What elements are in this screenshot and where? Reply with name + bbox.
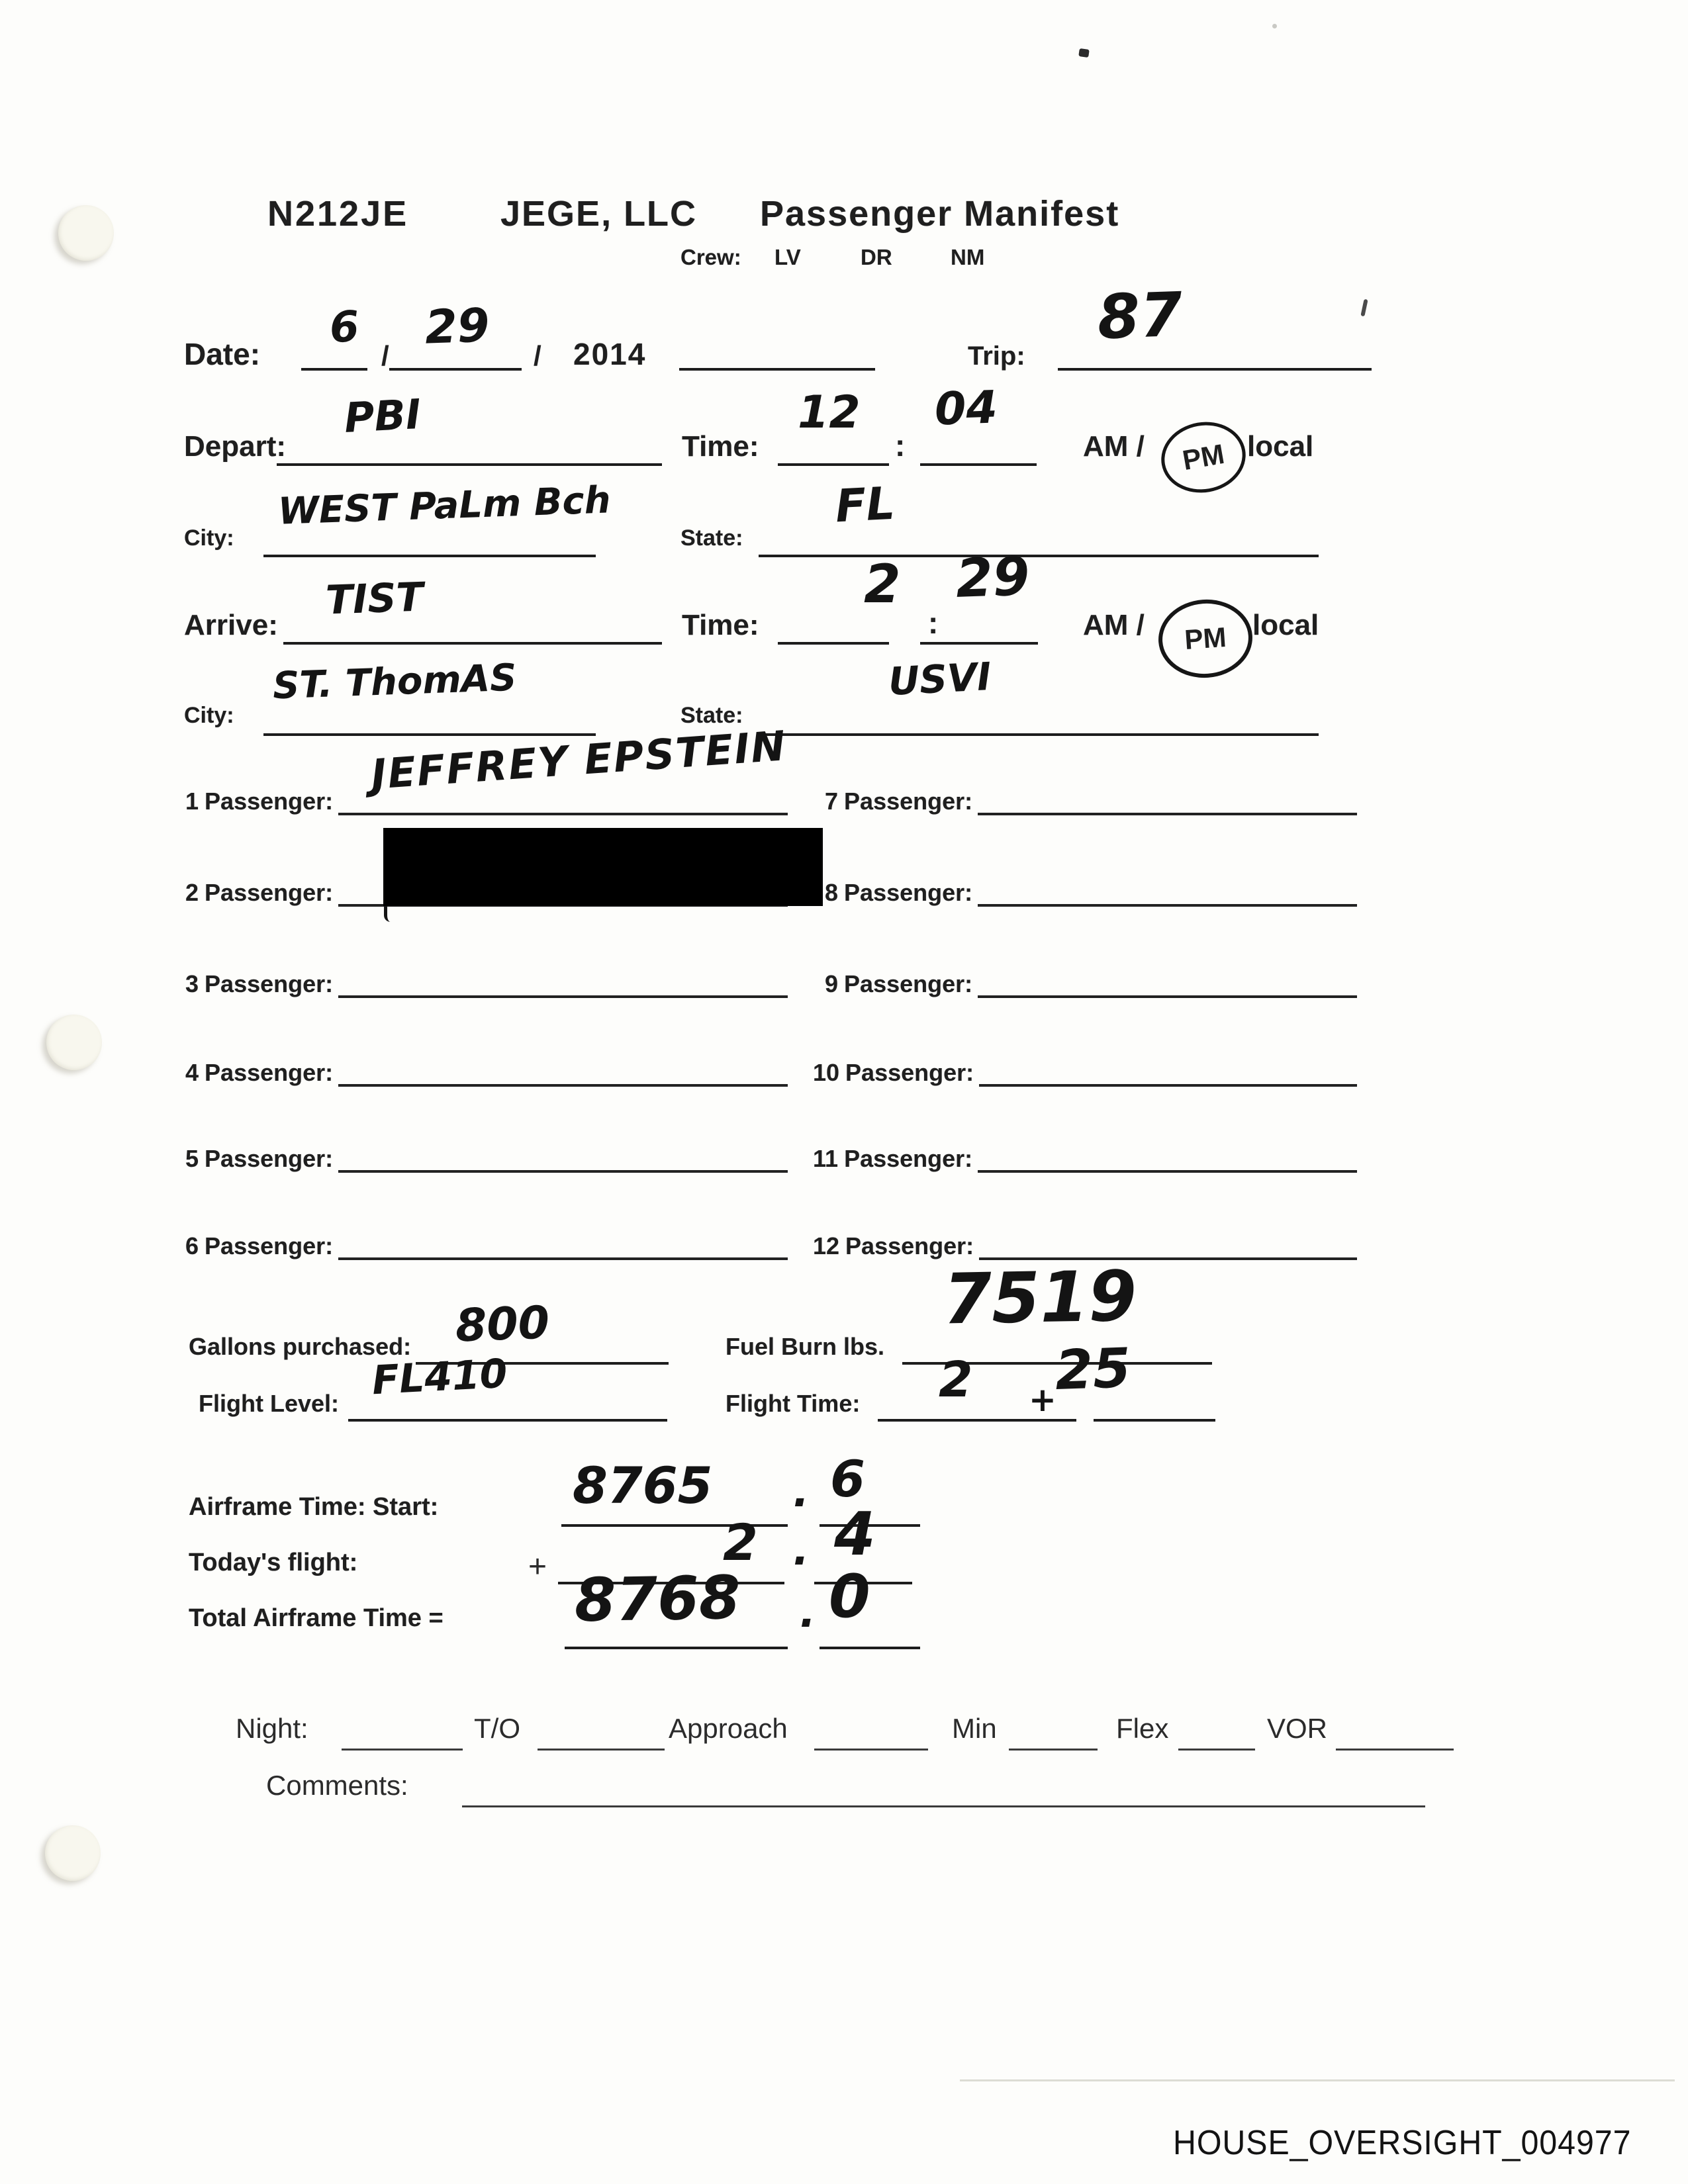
depart-underline	[277, 463, 662, 466]
depart-city-label: City:	[184, 525, 234, 551]
date-day-underline	[389, 368, 522, 371]
airframe-start-decimal: 6	[830, 1449, 865, 1508]
date-day-value: 29	[424, 298, 491, 355]
flight-time-underline	[878, 1419, 1076, 1422]
depart-hour-value: 12	[798, 387, 861, 439]
date-year: 2014	[573, 337, 647, 371]
passenger-line	[978, 995, 1357, 998]
depart-label: Depart:	[184, 430, 287, 463]
flight-level-label: Flight Level:	[199, 1390, 340, 1417]
takeoff-line	[538, 1749, 665, 1751]
date-slash-1: /	[381, 340, 389, 371]
airframe-start-dot: .	[793, 1468, 810, 1517]
passenger-number: 1	[185, 788, 199, 815]
depart-state-label: State:	[680, 525, 743, 551]
depart-local-label: local	[1247, 430, 1314, 463]
todays-flight-label: Today's flight:	[189, 1549, 358, 1576]
arrive-state-label: State:	[680, 703, 743, 728]
depart-pm-circled	[1156, 416, 1251, 500]
flight-time-plus: +	[1029, 1381, 1056, 1419]
passenger-row	[185, 1230, 788, 1260]
todays-flight-plus: +	[528, 1549, 547, 1584]
date-slash-2: /	[534, 340, 541, 371]
passenger-label: Passenger:	[844, 788, 973, 815]
passenger-label: Passenger:	[845, 1232, 974, 1259]
passenger-label: Passenger:	[205, 1145, 334, 1172]
arrive-time-colon: :	[928, 606, 939, 640]
flex-label: Flex	[1116, 1713, 1169, 1744]
vor-line	[1336, 1749, 1454, 1751]
arrive-am-label: AM /	[1083, 609, 1145, 641]
passenger-number: 9	[825, 970, 839, 997]
arrive-state-value: USVI	[887, 653, 993, 705]
vor-label: VOR	[1267, 1713, 1328, 1744]
arrive-city-value: ST. ThomAS	[271, 656, 518, 708]
approach-label: Approach	[669, 1713, 788, 1744]
passenger-number: 7	[825, 788, 839, 815]
depart-am-label: AM /	[1083, 430, 1145, 463]
trip-label: Trip:	[968, 341, 1025, 371]
airframe-start-label: Airframe Time: Start:	[189, 1493, 439, 1521]
gallons-purchased-label: Gallons purchased:	[189, 1333, 412, 1360]
passenger-line	[979, 1084, 1357, 1087]
arrive-city-underline	[263, 733, 596, 736]
passenger-line	[338, 1170, 788, 1173]
passenger-label: Passenger:	[205, 970, 334, 997]
trip-underline	[1058, 368, 1372, 371]
arrive-hour-underline	[778, 642, 889, 645]
passenger-label: Passenger:	[205, 1059, 334, 1086]
total-airframe-value: 8768	[574, 1563, 741, 1636]
depart-time-colon: :	[895, 428, 906, 463]
passenger-1-name-value: JEFFREY EPSTEIN	[369, 721, 788, 799]
todays-flight-value: 2	[723, 1513, 758, 1572]
night-label: Night:	[236, 1713, 308, 1744]
todays-flight-decimal: 4	[834, 1500, 876, 1569]
depart-state-value: FL	[833, 477, 896, 533]
passenger-label: Passenger:	[844, 879, 973, 906]
comments-line	[462, 1805, 1425, 1807]
approach-line	[814, 1749, 928, 1751]
passenger-row	[825, 968, 1357, 998]
passenger-line	[338, 813, 788, 815]
scan-line-artifact	[960, 2079, 1675, 2081]
depart-hour-underline	[778, 463, 889, 466]
passenger-number: 10	[813, 1059, 840, 1086]
total-airframe-label: Total Airframe Time =	[189, 1604, 444, 1632]
passenger-row	[825, 876, 1357, 907]
company-name: JEGE, LLC	[500, 194, 698, 234]
passenger-label: Passenger:	[845, 1059, 974, 1086]
takeoff-label: T/O	[474, 1713, 520, 1744]
passenger-row	[185, 1056, 788, 1087]
passenger-line	[338, 1084, 788, 1087]
fuel-burn-label: Fuel Burn lbs.	[726, 1333, 885, 1360]
depart-time-label: Time:	[682, 430, 759, 463]
passenger-line	[338, 1257, 788, 1260]
gallons-purchased-value: 800	[454, 1297, 551, 1353]
passenger-row	[813, 1142, 1357, 1173]
crew-initials-3: NM	[951, 245, 985, 269]
passenger-line	[978, 904, 1357, 907]
passenger-label: Passenger:	[205, 879, 334, 906]
depart-pm-label: PM	[1180, 437, 1227, 477]
page-title: Passenger Manifest	[760, 194, 1120, 234]
flight-time-minutes-underline	[1094, 1419, 1215, 1422]
aircraft-registration: N212JE	[267, 194, 409, 234]
fuel-burn-value: 7519	[942, 1255, 1138, 1340]
depart-state-underline	[759, 555, 1319, 557]
night-line	[342, 1749, 463, 1751]
passenger-number: 11	[813, 1145, 839, 1172]
passenger-number: 4	[185, 1059, 199, 1086]
passenger-number: 2	[185, 879, 199, 906]
depart-city-value: WEST PaLm Bch	[277, 478, 612, 533]
todays-flight-dot: .	[793, 1526, 810, 1575]
min-line	[1009, 1749, 1098, 1751]
passenger-label: Passenger:	[205, 788, 334, 815]
flight-time-minutes-value: 25	[1054, 1337, 1132, 1402]
arrive-state-underline	[759, 733, 1319, 736]
arrive-minute-value: 29	[955, 545, 1031, 610]
passenger-line	[978, 813, 1357, 815]
total-airframe-dot: .	[800, 1588, 816, 1637]
passenger-number: 5	[185, 1145, 199, 1172]
passenger-label: Passenger:	[844, 1145, 973, 1172]
redaction-box	[383, 828, 823, 906]
passenger-number: 8	[825, 879, 839, 906]
passenger-line	[978, 1170, 1357, 1173]
total-airframe-decimal: 0	[829, 1562, 870, 1631]
passenger-number: 6	[185, 1232, 199, 1259]
crew-initials-1: LV	[774, 245, 801, 269]
date-label: Date:	[184, 337, 261, 371]
trip-number-value: 87	[1096, 279, 1184, 353]
passenger-number: 3	[185, 970, 199, 997]
min-label: Min	[952, 1713, 997, 1744]
arrive-label: Arrive:	[184, 609, 278, 641]
arrive-time-label: Time:	[682, 609, 759, 641]
passenger-row	[825, 785, 1357, 815]
arrive-pm-label: PM	[1183, 621, 1228, 656]
arrive-hour-value: 2	[864, 553, 901, 615]
date-month-value: 6	[328, 302, 361, 353]
hole-punch	[46, 1015, 102, 1070]
crew-initials-2: DR	[861, 245, 892, 269]
flight-time-hours-value: 2	[939, 1351, 973, 1408]
passenger-label: Passenger:	[844, 970, 973, 997]
date-month-underline	[301, 368, 367, 371]
scan-speck	[1272, 24, 1277, 28]
flight-time-label: Flight Time:	[726, 1390, 861, 1417]
handwriting-stray-mark	[384, 906, 395, 922]
scan-speck	[1360, 299, 1368, 317]
hole-punch	[45, 1825, 101, 1881]
passenger-row	[813, 1230, 1357, 1260]
arrive-local-label: local	[1252, 609, 1319, 641]
date-year-underline	[679, 368, 875, 371]
bates-number: HOUSE_OVERSIGHT_004977	[1173, 2124, 1632, 2162]
crew-label: Crew:	[680, 245, 741, 269]
flight-level-value: FL410	[371, 1350, 509, 1404]
arrive-minute-underline	[920, 642, 1038, 645]
flex-line	[1178, 1749, 1255, 1751]
passenger-row	[185, 1142, 788, 1173]
passenger-label: Passenger:	[205, 1232, 334, 1259]
depart-airport-value: PBI	[343, 390, 422, 442]
arrive-airport-value: TIST	[324, 574, 424, 624]
airframe-start-value: 8765	[573, 1456, 713, 1515]
depart-minute-underline	[920, 463, 1037, 466]
arrive-pm-circled	[1156, 596, 1255, 681]
comments-label: Comments:	[266, 1770, 408, 1801]
passenger-row	[185, 968, 788, 998]
passenger-row	[813, 1056, 1357, 1087]
scan-speck	[1078, 48, 1090, 58]
total-airframe-decimal-underline	[820, 1647, 920, 1649]
hole-punch	[58, 205, 114, 261]
passenger-line	[338, 995, 788, 998]
total-airframe-underline	[565, 1647, 788, 1649]
arrive-underline	[283, 642, 662, 645]
flight-level-underline	[348, 1419, 667, 1422]
passenger-number: 12	[813, 1232, 840, 1259]
arrive-city-label: City:	[184, 703, 234, 728]
depart-minute-value: 04	[933, 381, 998, 436]
depart-city-underline	[263, 555, 596, 557]
